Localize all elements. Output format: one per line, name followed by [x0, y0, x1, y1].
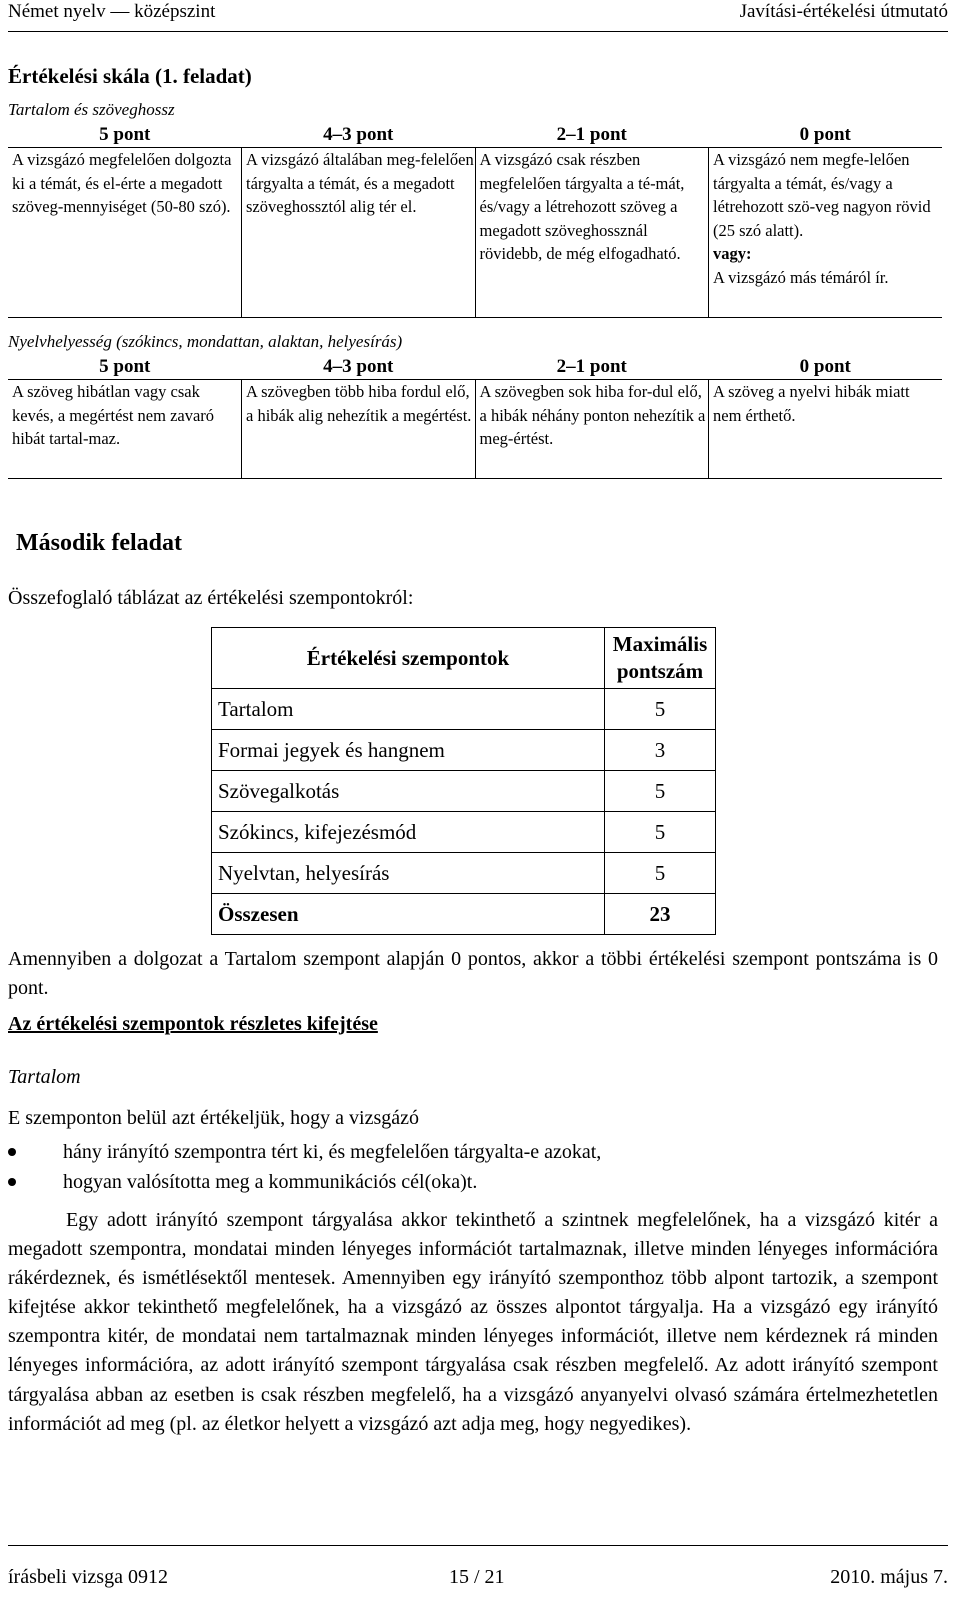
table-row [212, 812, 716, 853]
table-row [212, 853, 716, 894]
column-header: 0 pont [709, 122, 943, 148]
criterion-points: 5 [605, 689, 716, 730]
content-rubric-title: Tartalom és szöveghossz [8, 100, 175, 119]
content-rubric-table [8, 122, 942, 318]
column-header: 5 pont [8, 122, 242, 148]
total-label: Összesen [212, 894, 605, 935]
bullet-icon [8, 1148, 16, 1156]
header-subject: Német nyelv — középszint [8, 1, 216, 22]
page-footer [8, 1545, 948, 1604]
list-item [8, 1137, 601, 1167]
footer-exam-code: írásbeli vizsga 0912 [8, 1566, 168, 1588]
criterion-label: Formai jegyek és hangnem [212, 730, 605, 771]
content-rubric [8, 98, 942, 318]
criterion-points: 3 [605, 730, 716, 771]
section-title: Második feladat [16, 530, 183, 556]
rubric-cell-zero [709, 148, 943, 318]
total-points: 23 [605, 894, 716, 935]
criterion-label: Nyelvtan, helyesírás [212, 853, 605, 894]
footer-date: 2010. május 7. [830, 1566, 948, 1588]
language-rubric-table [8, 354, 942, 479]
column-header: 5 pont [8, 354, 242, 380]
column-header: 4–3 pont [242, 354, 476, 380]
criteria-intro: E szemponton belül azt értékeljük, hogy a vizsgázó [8, 1107, 419, 1129]
column-header: 4–3 pont [242, 122, 476, 148]
criterion-label: Tartalom [212, 689, 605, 730]
language-rubric-title: Nyelvhelyesség (szókincs, mondattan, alaktan, helyesírás) [8, 332, 403, 351]
rubric-cell: A vizsgázó megfelelően dolgozta ki a témát, és el-érte a megadott szöveg-mennyiséget (50-80 szó). [8, 148, 242, 318]
zero-score-note: Amennyiben a dolgozat a Tartalom szempont alapján 0 pontos, akkor a többi értékelési szempont pontszáma is 0 pont. [8, 948, 938, 999]
criteria-list [8, 1137, 601, 1197]
rubric-cell-text: A vizsgázó más témáról ír. [713, 267, 889, 287]
summary-col-max-points: Maximális pontszám [605, 628, 716, 689]
column-header: 0 pont [709, 354, 943, 380]
criterion-points: 5 [605, 812, 716, 853]
summary-col-criteria: Értékelési szempontok [212, 628, 605, 689]
rubric-cell-text: A vizsgázó nem megfe-lelően tárgyalta a témát, és/vagy a létrehozott szö-veg nagyon rövid (25 szó alatt). [713, 150, 931, 240]
criterion-label: Szókincs, kifejezésmód [212, 812, 605, 853]
table-row [212, 730, 716, 771]
criterion-label: Szövegalkotás [212, 771, 605, 812]
column-header: 2–1 pont [475, 122, 709, 148]
rubric-cell: A szöveg a nyelvi hibák miatt nem érthető. [709, 380, 943, 479]
language-rubric [8, 330, 942, 479]
total-row [212, 894, 716, 935]
criterion-points: 5 [605, 853, 716, 894]
footer-page-number: 15 / 21 [449, 1566, 505, 1588]
header-doc-type: Javítási-értékelési útmutató [739, 1, 948, 22]
rubric-cell: A vizsgázó általában meg-felelően tárgyalta a témát, és a megadott szöveghossztól alig tér el. [242, 148, 476, 318]
page-header [8, 0, 948, 32]
list-item-text: hány irányító szempontra tért ki, és megfelelően tárgyalta-e azokat, [63, 1141, 602, 1163]
table-row [212, 771, 716, 812]
list-item [8, 1167, 601, 1197]
or-label: vagy: [713, 244, 752, 263]
body-paragraph: Egy adott irányító szempont tárgyalása akkor tekinthető a szintnek megfelelőnek, ha a vizsgázó kitér a megadott szempontra, mondatai minden lényeges információt tartalmaznak, illetve minden lényeges információra rákérdeznek, és ismétlésektől mentesek. Amennyiben egy irányító szemponthoz több alpont tartozik, a szempont kifejtése akkor tekinthető megfelelőnek, ha a vizsgázó az összes alpontot tárgyalja. Ha a vizsgázó egy irányító szempontra kitér, de mondatai nem tartalmaznak minden lényeges információt, illetve nem kérdeznek rá minden lényeges információra, az adott irányító szempont tárgyalása csak részben megfelelő. Az adott irányító szempont tárgyalása abban az esetben is csak részben megfelelő, ha a vizsgázó anyanyelvi olvasó számára értelmezhetetlen információt ad meg (pl. az életkor helyett a vizsgázó azt adja meg, hogy negyedikes). [8, 1209, 938, 1435]
subsection-title: Az értékelési szempontok részletes kifejtése [8, 1013, 378, 1035]
scale-title: Értékelési skála (1. feladat) [8, 64, 252, 88]
table-row [212, 689, 716, 730]
rubric-cell: A szöveg hibátlan vagy csak kevés, a megértést nem zavaró hibát tartal-maz. [8, 380, 242, 479]
column-header: 2–1 pont [475, 354, 709, 380]
rubric-cell: A vizsgázó csak részben megfelelően tárgyalta a té-mát, és/vagy a létrehozott szöveg a megadott szöveghossznál rövidebb, de még elfogadható. [475, 148, 709, 318]
list-item-text: hogyan valósította meg a kommunikációs cél(oka)t. [63, 1171, 478, 1193]
category-title: Tartalom [8, 1066, 81, 1088]
criterion-points: 5 [605, 771, 716, 812]
bullet-icon [8, 1178, 16, 1186]
rubric-cell: A szövegben több hiba fordul elő, a hibák alig nehezítik a megértést. [242, 380, 476, 479]
summary-intro: Összefoglaló táblázat az értékelési szempontokról: [8, 587, 414, 609]
summary-table [211, 627, 716, 935]
rubric-cell: A szövegben sok hiba for-dul elő, a hibák néhány ponton nehezítik a meg-értést. [475, 380, 709, 479]
